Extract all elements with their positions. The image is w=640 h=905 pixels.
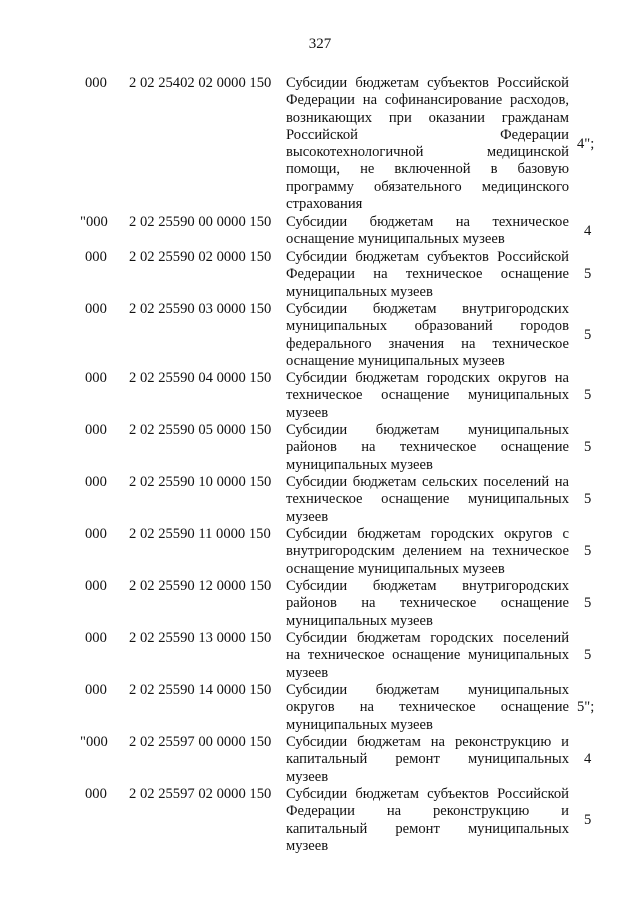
row-value: 4 [584, 223, 592, 239]
description-line: страхования [286, 196, 363, 213]
description-line: Субсидии бюджетам на техническое [286, 214, 569, 230]
row-description [286, 249, 569, 301]
row-description [286, 734, 569, 786]
budget-code: 2 02 25590 05 0000 150 [129, 422, 272, 438]
row-value: 5 [584, 327, 592, 343]
row-prefix: 000 [85, 786, 107, 802]
row-prefix: 000 [85, 682, 107, 698]
row-prefix: 000 [85, 630, 107, 646]
description-line: возникающих при оказании гражданам [286, 109, 569, 126]
row-description [286, 578, 569, 630]
description-line: районов на техническое оснащение [286, 595, 569, 612]
row-description [286, 75, 569, 213]
budget-code: 2 02 25597 02 0000 150 [129, 786, 272, 802]
description-line: музеев [286, 508, 329, 525]
budget-code: 2 02 25590 13 0000 150 [129, 630, 272, 646]
description-line: капитальный ремонт муниципальных [286, 820, 569, 837]
row-prefix: "000 [80, 734, 108, 750]
row-prefix: 000 [85, 526, 107, 542]
description-line: техническое оснащение муниципальных [286, 491, 569, 508]
row-value: 4"; [577, 136, 595, 152]
description-line: Субсидии бюджетам на реконструкцию и [286, 734, 569, 750]
description-line: внутригородским делением на техническое [286, 543, 569, 560]
row-description [286, 786, 569, 855]
row-value: 5"; [577, 699, 595, 715]
description-line: капитальный ремонт муниципальных [286, 751, 569, 768]
row-prefix: 000 [85, 370, 107, 386]
row-prefix: 000 [85, 301, 107, 317]
description-line: музеев [286, 404, 329, 421]
description-line: на техническое оснащение муниципальных [286, 647, 569, 664]
row-value: 5 [584, 387, 592, 403]
description-line: Субсидии бюджетам городских поселений [286, 630, 569, 646]
row-value: 5 [584, 491, 592, 507]
description-line: музеев [286, 664, 329, 681]
page-number: 327 [308, 36, 332, 52]
row-value: 5 [584, 647, 592, 663]
description-line: оснащение муниципальных музеев [286, 231, 505, 248]
row-description [286, 370, 569, 422]
budget-code: 2 02 25590 03 0000 150 [129, 301, 272, 317]
description-line: оснащение муниципальных музеев [286, 560, 505, 577]
description-line: музеев [286, 768, 329, 785]
description-line: высокотехнологичной медицинской [286, 144, 569, 161]
description-line: Субсидии бюджетам муниципальных [286, 422, 569, 438]
row-value: 5 [584, 595, 592, 611]
description-line: Федерации на реконструкцию и [286, 803, 569, 820]
row-description [286, 526, 569, 578]
description-line: муниципальных образований городов [286, 318, 569, 335]
description-line: Федерации на софинансирование расходов, [286, 92, 569, 109]
budget-code: 2 02 25590 12 0000 150 [129, 578, 272, 594]
row-prefix: 000 [85, 75, 107, 91]
row-prefix: 000 [85, 422, 107, 438]
budget-code: 2 02 25590 00 0000 150 [129, 214, 272, 230]
description-line: Субсидии бюджетам муниципальных [286, 682, 569, 698]
description-line: Субсидии бюджетам городских округов на [286, 370, 569, 386]
description-line: районов на техническое оснащение [286, 439, 569, 456]
row-value: 5 [584, 543, 592, 559]
row-description [286, 301, 569, 370]
row-description [286, 422, 569, 474]
budget-code: 2 02 25590 04 0000 150 [129, 370, 272, 386]
budget-code: 2 02 25590 11 0000 150 [129, 526, 271, 542]
description-line: техническое оснащение муниципальных [286, 387, 569, 404]
budget-code: 2 02 25590 10 0000 150 [129, 474, 272, 490]
description-line: округов на техническое оснащение [286, 699, 569, 716]
description-line: Субсидии бюджетам субъектов Российской [286, 75, 569, 91]
description-line: муниципальных музеев [286, 612, 433, 629]
description-line: Субсидии бюджетам внутригородских [286, 578, 569, 594]
row-prefix: 000 [85, 474, 107, 490]
description-line: Субсидии бюджетам внутригородских [286, 301, 569, 317]
row-prefix: "000 [80, 214, 108, 230]
description-line: муниципальных музеев [286, 456, 433, 473]
budget-code: 2 02 25590 14 0000 150 [129, 682, 272, 698]
description-line: музеев [286, 837, 329, 854]
description-line: Субсидии бюджетам городских округов с [286, 526, 569, 542]
description-line: Субсидии бюджетам субъектов Российской [286, 249, 569, 265]
row-description [286, 682, 569, 734]
description-line: помощи, не включенной в базовую [286, 161, 569, 178]
row-value: 5 [584, 812, 592, 828]
description-line: оснащение муниципальных музеев [286, 352, 505, 369]
description-line: муниципальных музеев [286, 716, 433, 733]
row-prefix: 000 [85, 578, 107, 594]
budget-code: 2 02 25590 02 0000 150 [129, 249, 272, 265]
row-description [286, 474, 569, 526]
budget-code: 2 02 25402 02 0000 150 [129, 75, 272, 91]
description-line: Федерации на техническое оснащение [286, 266, 569, 283]
description-line: Субсидии бюджетам субъектов Российской [286, 786, 569, 802]
row-description [286, 214, 569, 249]
row-value: 5 [584, 439, 592, 455]
description-line: Субсидии бюджетам сельских поселений на [286, 474, 569, 490]
row-prefix: 000 [85, 249, 107, 265]
description-line: федерального значения на техническое [286, 335, 569, 352]
description-line: Российской Федерации [286, 126, 569, 143]
row-value: 5 [584, 266, 592, 282]
row-value: 4 [584, 751, 592, 767]
description-line: муниципальных музеев [286, 283, 433, 300]
description-line: программу обязательного медицинского [286, 178, 569, 195]
budget-code: 2 02 25597 00 0000 150 [129, 734, 272, 750]
row-description [286, 630, 569, 682]
